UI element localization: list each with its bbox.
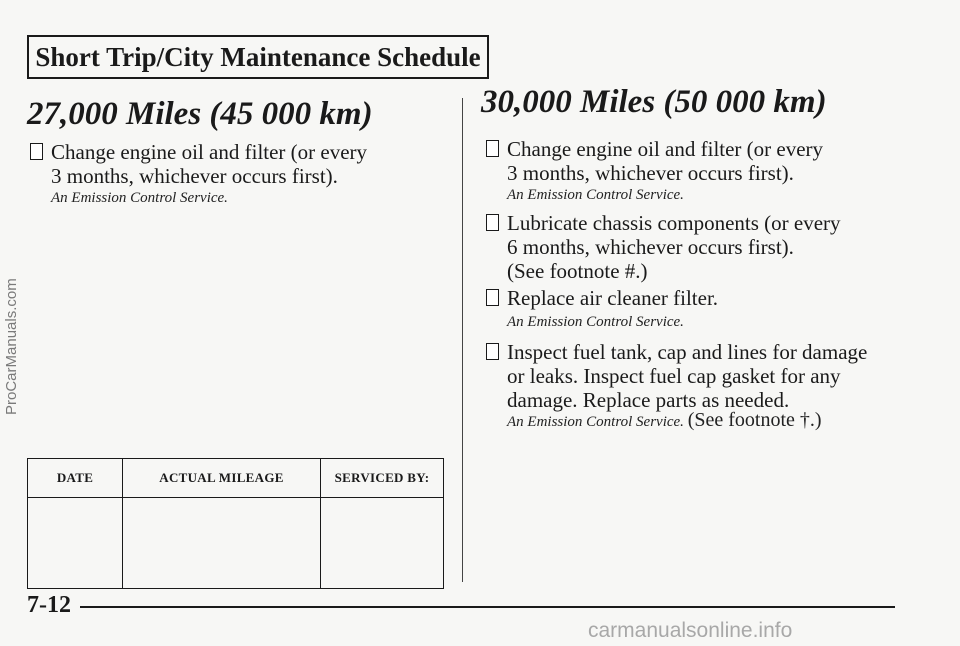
right-mileage-heading: 30,000 Miles (50 000 km) [481, 84, 827, 120]
item-text-line: 3 months, whichever occurs first). [507, 161, 794, 185]
footer-rule [80, 606, 895, 608]
item-text-line: Inspect fuel tank, cap and lines for damage [507, 340, 868, 364]
right-item-oil-change [486, 137, 926, 185]
checkbox[interactable] [486, 140, 499, 157]
checkbox[interactable] [486, 289, 499, 306]
left-item-oil-change [30, 140, 450, 188]
item-text-line: Change engine oil and filter (or every [51, 140, 368, 164]
item-text-line: Change engine oil and filter (or every [507, 137, 824, 161]
column-divider [462, 98, 463, 582]
page-number: 7-12 [27, 592, 71, 618]
bottom-watermark: carmanualsonline.info [588, 619, 793, 642]
table-cell-date[interactable] [28, 498, 123, 589]
emission-note: An Emission Control Service. [507, 414, 684, 430]
checkbox[interactable] [486, 214, 499, 231]
table-cell-mileage[interactable] [123, 498, 321, 589]
checkbox[interactable] [30, 143, 43, 160]
item-text-line: (See footnote #.) [507, 259, 648, 283]
table-header-serviced-by: SERVICED BY: [321, 459, 444, 498]
emission-note: An Emission Control Service. [507, 314, 684, 330]
emission-note-with-footnote [507, 411, 822, 431]
item-text-line: 3 months, whichever occurs first). [51, 164, 338, 188]
left-mileage-heading: 27,000 Miles (45 000 km) [27, 96, 373, 132]
checkbox[interactable] [486, 343, 499, 360]
item-text-line: or leaks. Inspect fuel cap gasket for any [507, 364, 841, 388]
right-item-air-filter [486, 286, 926, 310]
table-cell-serviced-by[interactable] [321, 498, 444, 589]
right-item-fuel-tank [486, 340, 936, 412]
footnote-reference: (See footnote †.) [687, 409, 822, 431]
item-text-line: Replace air cleaner filter. [507, 286, 719, 310]
table-header-mileage: ACTUAL MILEAGE [123, 459, 321, 498]
side-watermark: ProCarManuals.com [3, 278, 20, 415]
section-title: Short Trip/City Maintenance Schedule [35, 41, 481, 72]
item-text-line: 6 months, whichever occurs first). [507, 235, 794, 259]
service-record-table [27, 458, 444, 589]
emission-note: An Emission Control Service. [51, 190, 228, 206]
section-title-box [27, 35, 489, 79]
item-text-line: Lubricate chassis components (or every [507, 211, 841, 235]
right-item-lubricate-chassis [486, 211, 926, 283]
item-text-line: damage. Replace parts as needed. [507, 388, 790, 412]
emission-note: An Emission Control Service. [507, 187, 684, 203]
table-header-date: DATE [28, 459, 123, 498]
